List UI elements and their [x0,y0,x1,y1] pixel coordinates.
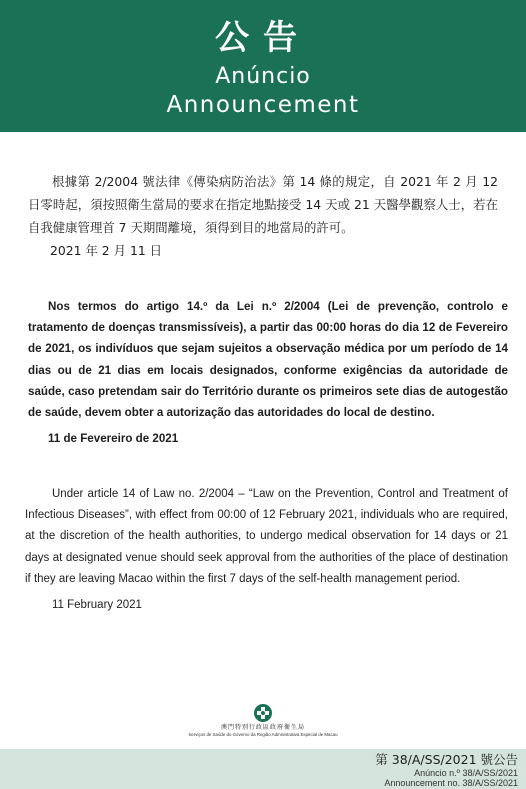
chinese-date: 2021 年 2 月 11 日 [50,243,163,258]
title-english: Announcement [166,92,360,118]
health-bureau-emblem-icon [253,703,273,723]
reference-number-portuguese: Anúncio n.º 38/A/SS/2021 [414,768,518,778]
reference-number-chinese: 第 38/A/SS/2021 號公告 [375,752,518,767]
organization-name-chinese: 澳門特別行政區政府衛生局 [220,724,305,731]
title-portuguese: Anúncio [215,64,311,89]
announcement-header [0,0,526,132]
portuguese-date: 11 de Fevereiro de 2021 [48,432,179,445]
health-bureau-logo [180,703,346,738]
organization-name-portuguese: Serviços de Saúde do Governo da Região Administrativa Especial de Macau [188,732,338,737]
reference-footer [0,749,526,789]
reference-number-english: Announcement no. 38/A/SS/2021 [384,778,518,788]
english-date: 11 February 2021 [52,599,142,611]
english-paragraph: Under article 14 of Law no. 2/2004 – “Law on the Prevention, Control and Treatment of Infectious Diseases”, with effect from 00:00 of 12 February 2021, individuals who are required, at the discretion of the health authorities, to undergo medical observation for 14 days or 21 days at designated venue should seek approval from the authorities of the place of destination if they are leaving Macao within the first 7 days of the self-health management period. [25,488,508,585]
chinese-paragraph: 根據第 2/2004 號法律《傳染病防治法》第 14 條的規定，自 2021 年 2 月 12 日零時起，須按照衛生當局的要求在指定地點接受 14 天或 21 天醫學觀察人士，若在自我健康管理首 7 天期間離境，須得到目的地當局的許可。 [28,174,498,235]
title-chinese: 公告 [215,18,311,58]
portuguese-paragraph: Nos termos do artigo 14.º da Lei n.º 2/2004 (Lei de prevenção, controlo e tratamento de doenças transmissíveis), a partir das 00:00 horas do dia 12 de Fevereiro de 2021, os indivíduos que sejam sujeitos a observação médica por um período de 14 dias ou de 21 dias em locais designados, conforme exigências da autoridade de saúde, caso pretendam sair do Território durante os primeiros sete dias de autogestão de saúde, devem obter a autorização das autoridades do local de destino. [28,300,508,420]
